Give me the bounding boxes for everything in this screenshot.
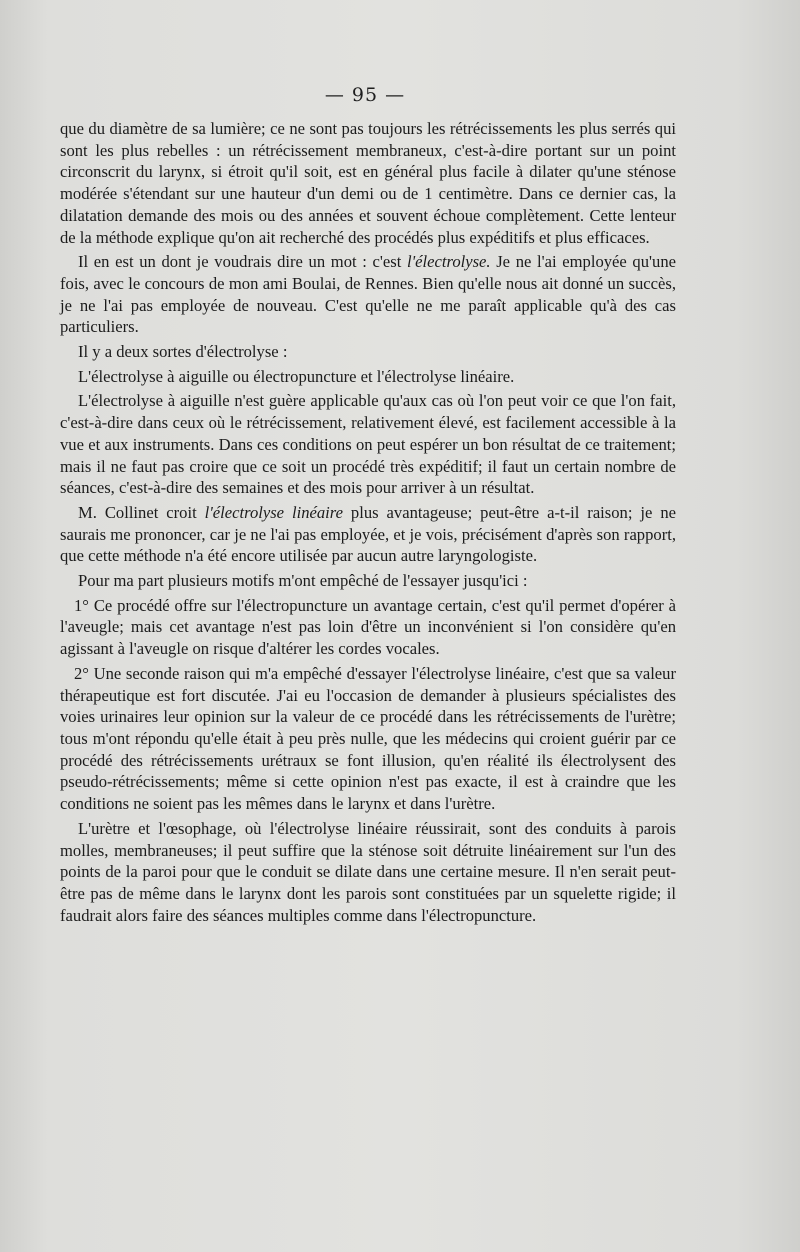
paragraph-6-end: plus avantageuse; peut-être a-t-il raison; je ne saurais me prononcer, car je ne l'ai pas employée, et je vois, précisément d'après son rapport, que cette méthode n'a été encore utilisée par aucun autre laryngologiste. — [60, 502, 676, 566]
paragraph-6 — [60, 502, 676, 567]
paragraph-2-start: Il en est un dont je voudrais dire un mot : c'est — [78, 252, 407, 272]
page-body-text — [60, 118, 676, 929]
paragraph-3: Il y a deux sortes d'électrolyse : — [78, 342, 288, 362]
paragraph-5: L'électrolyse à aiguille n'est guère applicable qu'aux cas où l'on peut voir ce que l'on fait, c'est-à-dire dans ceux où le rétrécissement, relativement élevé, est facilement accessible à la vue et aux instruments. Dans ces conditions on peut espérer un bon résultat de ce traitement; mais il ne faut pas croire que ce soit un procédé très expéditif; il faut un certain nombre de séances, c'est-à-dire des semaines et des mois pour arriver à un résultat. — [60, 391, 676, 498]
paragraph-1: que du diamètre de sa lumière; ce ne sont pas toujours les rétrécissements les plus serrés qui sont les plus rebelles : un rétrécissement membraneux, c'est-à-dire portant sur un point circonscrit du larynx, si étroit qu'il soit, est en général plus facile à dilater qu'une sténose modérée s'étendant sur une hauteur d'un demi ou de 1 centimètre. Dans ce dernier cas, la dilatation demande des mois ou des années et souvent échoue complètement. Cette lenteur de la méthode explique qu'on ait recherché des procédés plus expéditifs et plus efficaces. — [60, 119, 676, 247]
paragraph-7: Pour ma part plusieurs motifs m'ont empêché de l'essayer jusqu'ici : — [78, 571, 528, 591]
paragraph-2-end: Je ne l'ai employée qu'une fois, avec le concours de mon ami Boulai, de Rennes. Bien qu'elle nous ait donné un succès, je ne l'ai pas employée de nouveau. C'est qu'elle ne me paraît applicable qu'à des cas particuliers. — [60, 252, 676, 337]
page-number: — 95 — — [324, 84, 406, 106]
paragraph-10: L'urètre et l'œsophage, où l'électrolyse linéaire réussirait, sont des conduits à parois molles, membraneuses; il peut suffire que la sténose soit détruite linéairement sur l'un des points de la paroi pour que le conduit se dilate dans une certaine mesure. Il n'en serait peut-être pas de même dans le larynx dont les parois sont constituées par un squelette rigide; il faudrait alors faire des séances multiples comme dans l'électropuncture. — [60, 818, 676, 925]
paragraph-8: 1° Ce procédé offre sur l'électropuncture un avantage certain, c'est qu'il permet d'opérer à l'aveugle; mais cet avantage n'est pas loin d'être un inconvénient si l'on considère qu'en agissant à l'aveugle on risque d'altérer les cordes vocales. — [60, 595, 676, 659]
paragraph-9: 2° Une seconde raison qui m'a empêché d'essayer l'électrolyse linéaire, c'est que sa valeur thérapeutique est fort discutée. J'ai eu l'occasion de demander à plusieurs spécialistes des voies urinaires leur opinion sur la valeur de ce procédé dans les rétrécissements de l'urètre; tous m'ont répondu qu'elle était à peu près nulle, que les médecins qui croient guérir par ce procédé des rétrécissements urétraux se font illusion, qu'en réalité ils électrolysent des pseudo-rétrécissements; même si cette opinion n'est pas exacte, il est à craindre que les conditions ne soient pas les mêmes dans le larynx et dans l'urètre. — [60, 663, 676, 814]
paragraph-2 — [60, 251, 676, 338]
paragraph-6-start: M. Collinet croit — [78, 502, 205, 522]
paragraph-4: L'électrolyse à aiguille ou électropuncture et l'électrolyse linéaire. — [78, 366, 515, 386]
linear-electrolysis-term: l'électrolyse linéaire — [204, 502, 343, 522]
electrolysis-term: l'électrolyse. — [407, 252, 491, 272]
